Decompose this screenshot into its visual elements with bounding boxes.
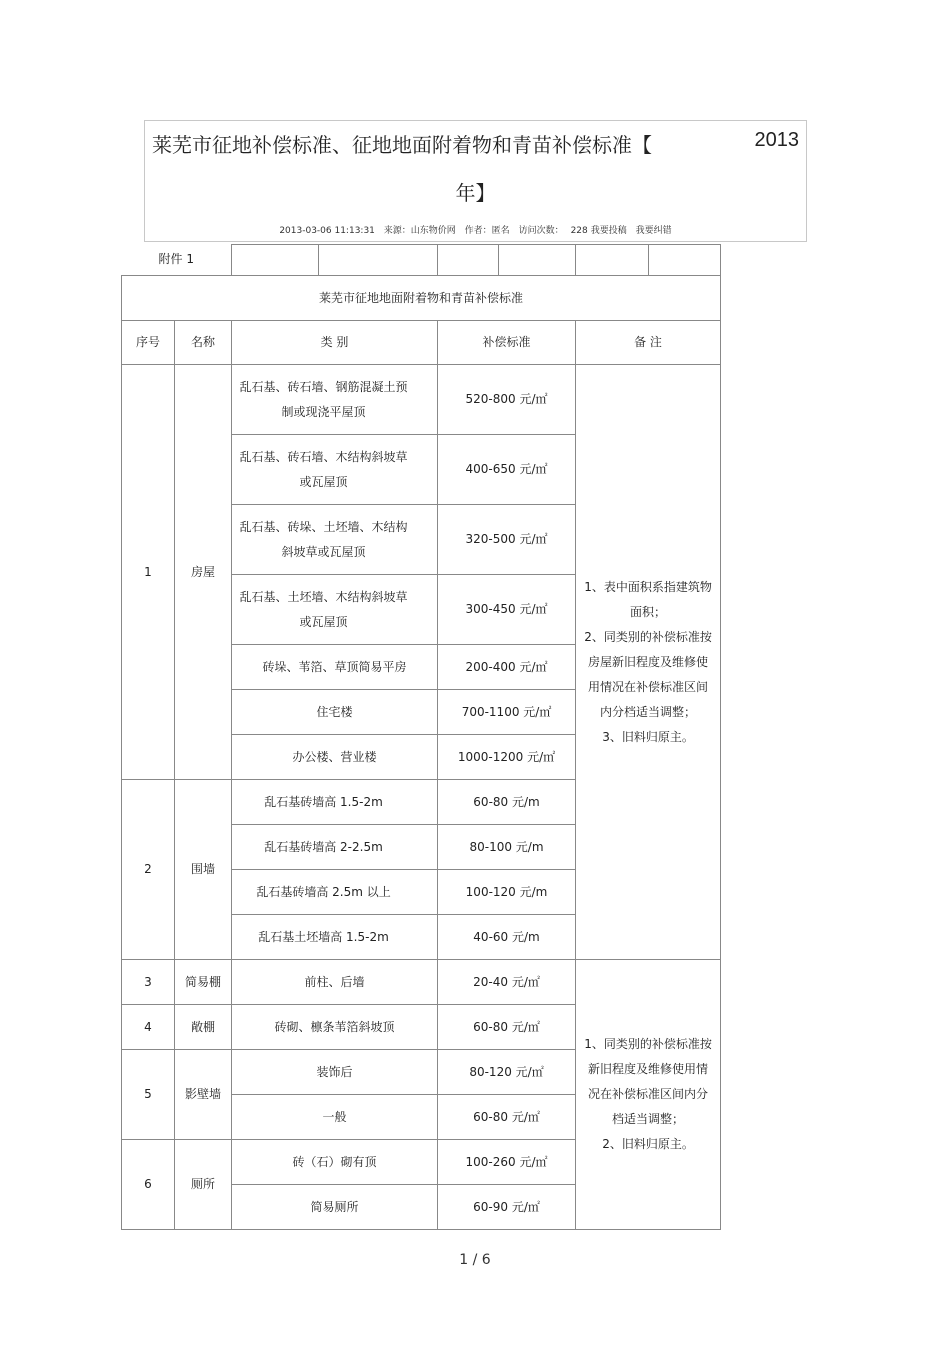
- article-title-line1: 莱芜市征地补偿标准、征地地面附着物和青苗补偿标准【: [152, 133, 652, 157]
- row-category: 装饰后: [232, 1050, 438, 1095]
- row-number: 4: [122, 1005, 175, 1050]
- article-header: [144, 120, 807, 242]
- notes-cell: [576, 365, 721, 960]
- row-name: 围墙: [175, 780, 232, 960]
- row-standard: 80-100 元/m: [438, 825, 576, 870]
- submit-link[interactable]: 我要投稿: [590, 226, 627, 236]
- article-meta: [145, 223, 806, 236]
- row-standard: 40-60 元/m: [438, 915, 576, 960]
- row-standard: 60-80 元/㎡: [438, 1005, 576, 1050]
- row-standard: 20-40 元/㎡: [438, 960, 576, 1005]
- meta-author: 作者：匿名: [464, 226, 510, 236]
- header-row: [122, 321, 721, 365]
- meta-datetime: 2013-03-06 11:13:31: [279, 226, 375, 236]
- row-category: 乱石基、土坯墙、木结构斜坡草或瓦屋顶: [232, 575, 438, 645]
- meta-visits-count: 228: [570, 226, 588, 236]
- row-name: 简易棚: [175, 960, 232, 1005]
- blank-cell: [438, 245, 576, 276]
- note-line: 况在补偿标准区间内分: [588, 1087, 709, 1101]
- table-row: [122, 960, 721, 1005]
- row-category: 乱石基砖墙高 1.5-2m: [232, 780, 438, 825]
- row-number: 3: [122, 960, 175, 1005]
- row-category: 简易厕所: [232, 1185, 438, 1230]
- note-line: 2、同类别的补偿标准按: [584, 629, 712, 644]
- header-name: 名称: [175, 321, 232, 365]
- row-category: 砖砌、檩条苇箔斜坡顶: [232, 1005, 438, 1050]
- row-standard: 100-260 元/㎡: [438, 1140, 576, 1185]
- note-line: 2、旧料归原主。: [602, 1137, 694, 1151]
- note-line: 房屋新旧程度及维修使: [588, 654, 709, 669]
- row-standard: 520-800 元/㎡: [438, 365, 576, 435]
- row-category: 乱石基砖墙高 2.5m 以上: [232, 870, 438, 915]
- row-standard: 1000-1200 元/㎡: [438, 735, 576, 780]
- note-line: 面积；: [630, 604, 667, 619]
- row-number: 6: [122, 1140, 175, 1230]
- row-name: 敞棚: [175, 1005, 232, 1050]
- row-category: 住宅楼: [232, 690, 438, 735]
- correct-link[interactable]: 我要纠错: [635, 226, 672, 236]
- note-line: 用情况在补偿标准区间: [588, 679, 709, 694]
- row-category: 乱石基砖墙高 2-2.5m: [232, 825, 438, 870]
- row-category: 一般: [232, 1095, 438, 1140]
- table-row: [122, 365, 721, 435]
- row-category: 办公楼、营业楼: [232, 735, 438, 780]
- note-line: 内分档适当调整；: [600, 704, 697, 719]
- row-category: 砖垛、苇箔、草顶简易平房: [232, 645, 438, 690]
- blank-cell: [232, 245, 438, 276]
- row-category: 砖（石）砌有顶: [232, 1140, 438, 1185]
- row-standard: 80-120 元/㎡: [438, 1050, 576, 1095]
- header-notes: 备 注: [576, 321, 721, 365]
- header-standard: 补偿标准: [438, 321, 576, 365]
- header-no: 序号: [122, 321, 175, 365]
- article-title-line2: 年】: [455, 181, 496, 205]
- row-standard: 300-450 元/㎡: [438, 575, 576, 645]
- row-category: 前柱、后墙: [232, 960, 438, 1005]
- row-number: 5: [122, 1050, 175, 1140]
- row-standard: 200-400 元/㎡: [438, 645, 576, 690]
- note-line: 3、旧料归原主。: [602, 729, 694, 744]
- row-category: 乱石基土坯墙高 1.5-2m: [232, 915, 438, 960]
- row-standard: 700-1100 元/㎡: [438, 690, 576, 735]
- note-line: 新旧程度及维修使用情: [588, 1062, 709, 1076]
- note-line: 1、表中面积系指建筑物: [584, 579, 712, 594]
- row-standard: 100-120 元/m: [438, 870, 576, 915]
- row-category: 乱石基、砖垛、土坯墙、木结构斜坡草或瓦屋顶: [232, 505, 438, 575]
- table-caption: 莱芜市征地地面附着物和青苗补偿标准: [122, 276, 721, 321]
- attachment-label: 附件 1: [122, 245, 232, 276]
- row-category: 乱石基、砖石墙、木结构斜坡草或瓦屋顶: [232, 435, 438, 505]
- row-standard: 60-90 元/㎡: [438, 1185, 576, 1230]
- page-number: 1 / 6: [459, 1252, 491, 1268]
- note-line: 1、同类别的补偿标准按: [584, 1037, 712, 1051]
- row-number: 2: [122, 780, 175, 960]
- article-title-year: 2013: [754, 129, 799, 151]
- header-category: 类 别: [232, 321, 438, 365]
- blank-cell: [576, 245, 721, 276]
- row-standard: 60-80 元/m: [438, 780, 576, 825]
- meta-source: 来源：山东物价网: [383, 226, 456, 236]
- row-standard: 400-650 元/㎡: [438, 435, 576, 505]
- row-name: 厕所: [175, 1140, 232, 1230]
- row-number: 1: [122, 365, 175, 780]
- row-standard: 60-80 元/㎡: [438, 1095, 576, 1140]
- compensation-table: [121, 244, 721, 1230]
- row-standard: 320-500 元/㎡: [438, 505, 576, 575]
- row-name: 房屋: [175, 365, 232, 780]
- row-category: 乱石基、砖石墙、钢筋混凝土预制或现浇平屋顶: [232, 365, 438, 435]
- meta-visits-label: 访问次数：: [518, 226, 564, 236]
- notes-cell: [576, 960, 721, 1230]
- note-line: 档适当调整；: [612, 1112, 685, 1126]
- row-name: 影壁墙: [175, 1050, 232, 1140]
